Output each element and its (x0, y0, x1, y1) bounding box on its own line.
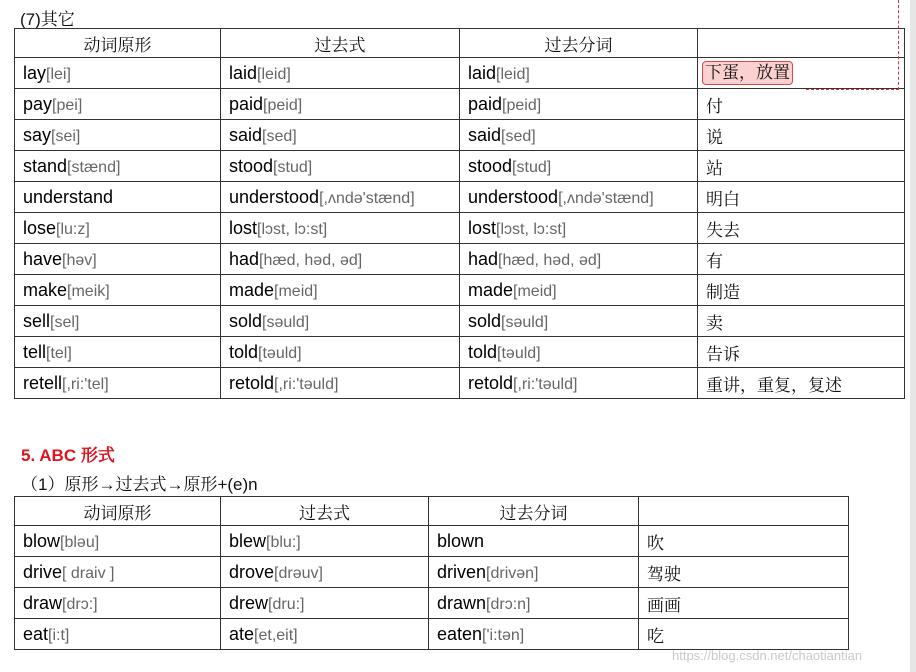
meaning-cell (639, 619, 849, 650)
past-tense-cell (221, 557, 429, 588)
past-participle-cell-phonetic: [stud] (512, 158, 552, 176)
base-form-cell (15, 275, 221, 306)
base-form-cell (15, 337, 221, 368)
table-row (15, 306, 905, 337)
base-form-cell-word: blow (23, 530, 61, 551)
past-participle-cell (460, 182, 698, 213)
table-row (15, 588, 849, 619)
past-participle-cell-word: eaten (437, 623, 483, 644)
meaning-text: 有 (706, 251, 723, 272)
past-tense-cell-phonetic: [hæd, həd, əd] (259, 251, 363, 269)
past-tense-cell-phonetic: [drəuv] (274, 564, 323, 582)
past-tense-cell (221, 182, 460, 213)
past-participle-cell-phonetic: [sed] (501, 127, 536, 145)
past-tense-cell-word: had (229, 248, 260, 269)
past-participle-cell-word: had (468, 248, 499, 269)
past-participle-cell (460, 120, 698, 151)
table-row (15, 275, 905, 306)
past-tense-cell-phonetic: [,ri:'təuld] (274, 375, 339, 393)
base-form-cell-word: lose (23, 217, 57, 238)
table-row (15, 619, 849, 650)
past-participle-cell (429, 588, 639, 619)
meaning-cell (698, 368, 905, 399)
header-meaning (639, 497, 849, 526)
past-participle-cell (460, 58, 698, 89)
past-tense-cell (221, 588, 429, 619)
base-form-cell-phonetic: [tel] (46, 344, 72, 362)
past-participle-cell-word: made (468, 279, 514, 300)
past-tense-cell-phonetic: [səuld] (262, 313, 310, 331)
meaning-cell (698, 275, 905, 306)
meaning-text: 明白 (706, 189, 740, 210)
past-participle-cell (460, 306, 698, 337)
header-past-participle: 过去分词 (429, 497, 639, 526)
base-form-cell-word: stand (23, 155, 68, 176)
header-past-participle: 过去分词 (460, 29, 698, 58)
base-form-cell-word: pay (23, 93, 53, 114)
table-row (15, 244, 905, 275)
base-form-cell (15, 588, 221, 619)
past-participle-cell-phonetic: [meid] (513, 282, 557, 300)
meaning-cell (698, 306, 905, 337)
past-tense-cell-phonetic: [meid] (274, 282, 318, 300)
meaning-cell (698, 89, 905, 120)
table-row (15, 58, 905, 89)
base-form-cell-word: drive (23, 561, 63, 582)
past-participle-cell (429, 557, 639, 588)
table-row (15, 368, 905, 399)
past-tense-cell (221, 368, 460, 399)
table-row (15, 120, 905, 151)
past-tense-cell-phonetic: [dru:] (268, 595, 305, 613)
past-participle-cell-word: driven (437, 561, 487, 582)
base-form-cell-word: say (23, 124, 52, 145)
past-participle-cell-word: lost (468, 217, 497, 238)
past-participle-cell-phonetic: [lɔst, lɔ:st] (496, 220, 567, 238)
base-form-cell-phonetic: [,ri:'tel] (62, 375, 109, 393)
annotation-dashed-line (806, 89, 899, 90)
past-tense-cell (221, 120, 460, 151)
past-participle-cell-word: drawn (437, 592, 487, 613)
meaning-text: 付 (706, 96, 723, 117)
past-participle-cell-phonetic: [leid] (496, 65, 530, 83)
meaning-text: 吹 (647, 533, 664, 554)
header-meaning (698, 29, 905, 58)
past-tense-cell (221, 213, 460, 244)
meaning-text: 画画 (647, 595, 681, 616)
table-row (15, 526, 849, 557)
meaning-cell (639, 588, 849, 619)
base-form-cell-phonetic: [sel] (50, 313, 80, 331)
base-form-cell (15, 151, 221, 182)
past-tense-cell-word: drove (229, 561, 275, 582)
base-form-cell (15, 619, 221, 650)
base-form-cell-word: draw (23, 592, 63, 613)
past-participle-cell-word: retold (468, 372, 514, 393)
irregular-verbs-table-abc (14, 496, 849, 650)
meaning-cell (698, 151, 905, 182)
past-tense-cell-phonetic: [stud] (273, 158, 313, 176)
past-participle-cell-phonetic: [,ri:'təuld] (513, 375, 578, 393)
past-participle-cell-phonetic: [səuld] (501, 313, 549, 331)
table-row (15, 151, 905, 182)
past-participle-cell (460, 275, 698, 306)
base-form-cell-word: retell (23, 372, 63, 393)
past-tense-cell-word: told (229, 341, 259, 362)
past-tense-cell-phonetic: [,ʌndə'stænd] (319, 189, 415, 207)
meaning-text: 驾驶 (647, 564, 681, 585)
past-participle-cell-word: stood (468, 155, 513, 176)
past-tense-cell (221, 306, 460, 337)
base-form-cell (15, 244, 221, 275)
base-form-cell-phonetic: [sei] (51, 127, 81, 145)
past-tense-cell (221, 275, 460, 306)
past-tense-cell-word: retold (229, 372, 275, 393)
watermark-text: https://blog.csdn.net/chaotiantian (672, 648, 863, 663)
base-form-cell-phonetic: [ draiv ] (62, 564, 115, 582)
meaning-text: 吃 (647, 626, 664, 647)
past-participle-cell-phonetic: [peid] (502, 96, 542, 114)
base-form-cell (15, 213, 221, 244)
past-tense-cell-phonetic: [sed] (262, 127, 297, 145)
meaning-cell (639, 557, 849, 588)
past-tense-cell (221, 58, 460, 89)
meaning-cell (698, 182, 905, 213)
past-participle-cell (460, 151, 698, 182)
meaning-text: 重讲，重复，复述 (706, 375, 842, 396)
past-tense-cell (221, 244, 460, 275)
table-header-row (15, 29, 905, 58)
base-form-cell-phonetic: [lu:z] (56, 220, 90, 238)
meaning-cell (698, 244, 905, 275)
past-participle-cell (429, 619, 639, 650)
header-past-tense: 过去式 (221, 29, 460, 58)
meaning-cell (698, 58, 905, 89)
annotation-dashed-line (898, 0, 899, 90)
past-tense-cell-phonetic: [blu:] (266, 533, 301, 551)
past-tense-cell-word: ate (229, 623, 255, 644)
past-participle-cell-word: paid (468, 93, 503, 114)
past-tense-cell-word: stood (229, 155, 274, 176)
past-tense-cell-word: sold (229, 310, 263, 331)
base-form-cell-phonetic: [lei] (46, 65, 71, 83)
header-base-form: 动词原形 (15, 29, 221, 58)
past-participle-cell-phonetic: [hæd, həd, əd] (498, 251, 602, 269)
past-participle-cell (460, 244, 698, 275)
base-form-cell (15, 368, 221, 399)
base-form-cell-phonetic: [stænd] (67, 158, 121, 176)
past-participle-cell-phonetic: ['i:tən] (482, 626, 525, 644)
past-participle-cell (460, 213, 698, 244)
past-tense-cell (221, 337, 460, 368)
past-participle-cell-phonetic: [drivən] (486, 564, 539, 582)
base-form-cell (15, 58, 221, 89)
past-tense-cell-phonetic: [təuld] (258, 344, 302, 362)
past-tense-cell-phonetic: [et,eit] (254, 626, 298, 644)
base-form-cell (15, 182, 221, 213)
meaning-cell (698, 120, 905, 151)
section-subtitle-abc: （1）原形→过去式→原形+(e)n (21, 475, 258, 494)
past-tense-cell (221, 526, 429, 557)
meaning-cell (698, 213, 905, 244)
header-past-tense: 过去式 (221, 497, 429, 526)
past-tense-cell-word: blew (229, 530, 267, 551)
past-participle-cell-word: understood (468, 186, 559, 207)
vertical-scrollbar[interactable] (910, 0, 916, 672)
table-row (15, 337, 905, 368)
meaning-text: 站 (706, 158, 723, 179)
past-participle-cell (460, 337, 698, 368)
past-participle-cell (460, 368, 698, 399)
past-tense-cell-word: said (229, 124, 263, 145)
past-tense-cell (221, 619, 429, 650)
meaning-cell (698, 337, 905, 368)
base-form-cell (15, 557, 221, 588)
past-participle-cell-word: blown (437, 530, 485, 551)
meaning-text: 制造 (706, 282, 740, 303)
base-form-cell-word: eat (23, 623, 49, 644)
base-form-cell-word: have (23, 248, 63, 269)
past-participle-cell-word: sold (468, 310, 502, 331)
base-form-cell-word: tell (23, 341, 47, 362)
table-row (15, 89, 905, 120)
base-form-cell-phonetic: [drɔ:] (62, 595, 98, 613)
highlighted-meaning-text: 下蛋，放置 (702, 61, 793, 85)
past-tense-cell-word: drew (229, 592, 269, 613)
past-participle-cell (460, 89, 698, 120)
past-participle-cell-word: said (468, 124, 502, 145)
base-form-cell-word: sell (23, 310, 51, 331)
section-title-abc: 5. ABC 形式 (21, 446, 115, 465)
base-form-cell (15, 89, 221, 120)
meaning-text: 说 (706, 127, 723, 148)
header-base-form: 动词原形 (15, 497, 221, 526)
table-row (15, 213, 905, 244)
past-tense-cell-phonetic: [peid] (263, 96, 303, 114)
past-tense-cell (221, 151, 460, 182)
base-form-cell-phonetic: [pei] (52, 96, 83, 114)
past-tense-cell (221, 89, 460, 120)
base-form-cell-phonetic: [meik] (67, 282, 110, 300)
past-participle-cell-phonetic: [,ʌndə'stænd] (558, 189, 654, 207)
past-tense-cell-word: lost (229, 217, 258, 238)
base-form-cell (15, 526, 221, 557)
base-form-cell-word: make (23, 279, 68, 300)
past-participle-cell-word: laid (468, 62, 497, 83)
meaning-text: 告诉 (706, 344, 740, 365)
past-tense-cell-phonetic: [lɔst, lɔ:st] (257, 220, 328, 238)
past-tense-cell-word: made (229, 279, 275, 300)
past-tense-cell-word: understood (229, 186, 320, 207)
past-participle-cell-phonetic: [drɔ:n] (486, 595, 531, 613)
meaning-cell (639, 526, 849, 557)
base-form-cell-phonetic: [həv] (62, 251, 97, 269)
meaning-text: 失去 (706, 220, 740, 241)
past-tense-cell-phonetic: [leid] (257, 65, 291, 83)
irregular-verbs-table-other (14, 28, 905, 399)
past-participle-cell-word: told (468, 341, 498, 362)
past-participle-cell-phonetic: [təuld] (497, 344, 541, 362)
base-form-cell-word: understand (23, 186, 114, 207)
past-participle-cell (429, 526, 639, 557)
table-row (15, 182, 905, 213)
section-title-other: (7)其它 (20, 10, 75, 29)
past-tense-cell-word: laid (229, 62, 258, 83)
base-form-cell-phonetic: [i:t] (48, 626, 70, 644)
base-form-cell-word: lay (23, 62, 47, 83)
base-form-cell-phonetic: [bləu] (60, 533, 100, 551)
table-header-row (15, 497, 849, 526)
past-tense-cell-word: paid (229, 93, 264, 114)
base-form-cell (15, 120, 221, 151)
table-row (15, 557, 849, 588)
base-form-cell (15, 306, 221, 337)
meaning-text: 卖 (706, 313, 723, 334)
